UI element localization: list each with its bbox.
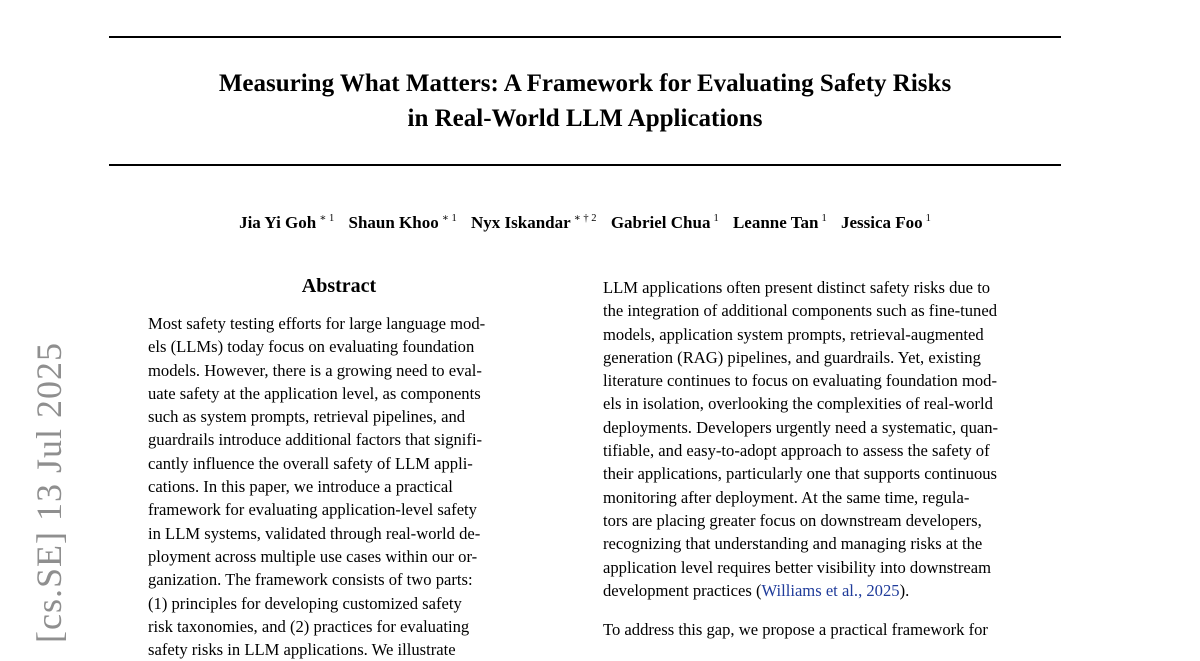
body-line-with-citation: development practices (Williams et al., 2025).: [603, 580, 910, 600]
abstract-line: guardrails introduce additional factors that signifi-: [148, 430, 483, 450]
author: Gabriel Chua $^1$: [610, 212, 719, 232]
author: Shaun Khoo $^{∗ 1}$: [348, 212, 457, 232]
body-line: literature continues to focus on evaluating foundation mod-: [603, 371, 997, 391]
arxiv-stamp: [cs.SE] 13 Jul 2025: [29, 342, 69, 643]
body-line: recognizing that understanding and managing risks at the: [603, 534, 983, 554]
abstract-line: cations. In this paper, we introduce a practical: [148, 477, 453, 497]
intro-paragraph: [603, 276, 1063, 602]
title-line-2: in Real-World LLM Applications: [407, 105, 763, 132]
abstract-line: ployment across multiple use cases within our or-: [148, 546, 478, 566]
affiliation-mark: ∗ † 2: [573, 213, 597, 224]
affiliation-mark: ∗ 1: [319, 213, 335, 224]
bottom-rule: [109, 164, 1061, 166]
body-line: generation (RAG) pipelines, and guardrails. Yet, existing: [603, 347, 981, 367]
body-line: els in isolation, overlooking the complexities of real-world: [603, 394, 993, 414]
body-line: deployments. Developers urgently need a systematic, quan-: [603, 417, 999, 437]
title-line-1: Measuring What Matters: A Framework for Evaluating Safety Risks: [218, 70, 952, 97]
body-line: application level requires better visibility into downstream: [603, 557, 992, 577]
paper-title: [109, 66, 1061, 136]
body-line: monitoring after deployment. At the same time, regula-: [603, 487, 970, 507]
affiliation-mark: ∗ 1: [441, 213, 457, 224]
author: Jia Yi Goh $^{∗ 1}$: [239, 212, 335, 232]
abstract-line: uate safety at the application level, as components: [148, 383, 481, 403]
affiliation-mark: 1: [821, 213, 827, 224]
abstract-line: risk taxonomies, and (2) practices for evaluating: [148, 616, 470, 636]
top-rule: [109, 36, 1061, 38]
abstract-line: cantly influence the overall safety of LLM appli-: [148, 453, 473, 473]
abstract-line: framework for evaluating application-level safety: [148, 500, 477, 520]
affiliation-mark: 1: [713, 213, 719, 224]
abstract-line: such as system prompts, retrieval pipelines, and: [148, 407, 466, 427]
abstract-line: ganization. The framework consists of two parts:: [148, 570, 473, 590]
author: Leanne Tan $^1$: [732, 212, 827, 232]
citation-link[interactable]: Williams et al., 2025: [761, 580, 900, 600]
abstract-line: models. However, there is a growing need to eval-: [148, 360, 482, 380]
author: Nyx Iskandar $^{∗ \dagger 2}$: [471, 212, 597, 232]
author: Jessica Foo $^1$: [840, 212, 931, 232]
second-paragraph-start: To address this gap, we propose a practical framework for: [603, 620, 988, 639]
abstract-line: els (LLMs) today focus on evaluating foundation: [148, 337, 475, 357]
body-line: LLM applications often present distinct safety risks due to: [603, 278, 991, 297]
affiliation-mark: 1: [925, 213, 931, 224]
abstract-line: in LLM systems, validated through real-world de-: [148, 523, 481, 543]
abstract-body: [148, 312, 533, 661]
abstract-heading: Abstract: [301, 275, 377, 297]
body-line: the integration of additional components such as fine-tuned: [603, 301, 997, 321]
author-list: [109, 208, 1061, 234]
body-line: tors are placing greater focus on downstream developers,: [603, 510, 982, 530]
body-line: their applications, particularly one that supports continuous: [603, 464, 998, 484]
abstract-line: (1) principles for developing customized safety: [148, 593, 462, 613]
body-line: tifiable, and easy-to-adopt approach to assess the safety of: [603, 441, 990, 461]
abstract-line: Most safety testing efforts for large language mod-: [148, 314, 486, 333]
body-line: models, application system prompts, retrieval-augmented: [603, 324, 984, 344]
abstract-line: safety risks in LLM applications. We illustrate: [148, 640, 456, 660]
